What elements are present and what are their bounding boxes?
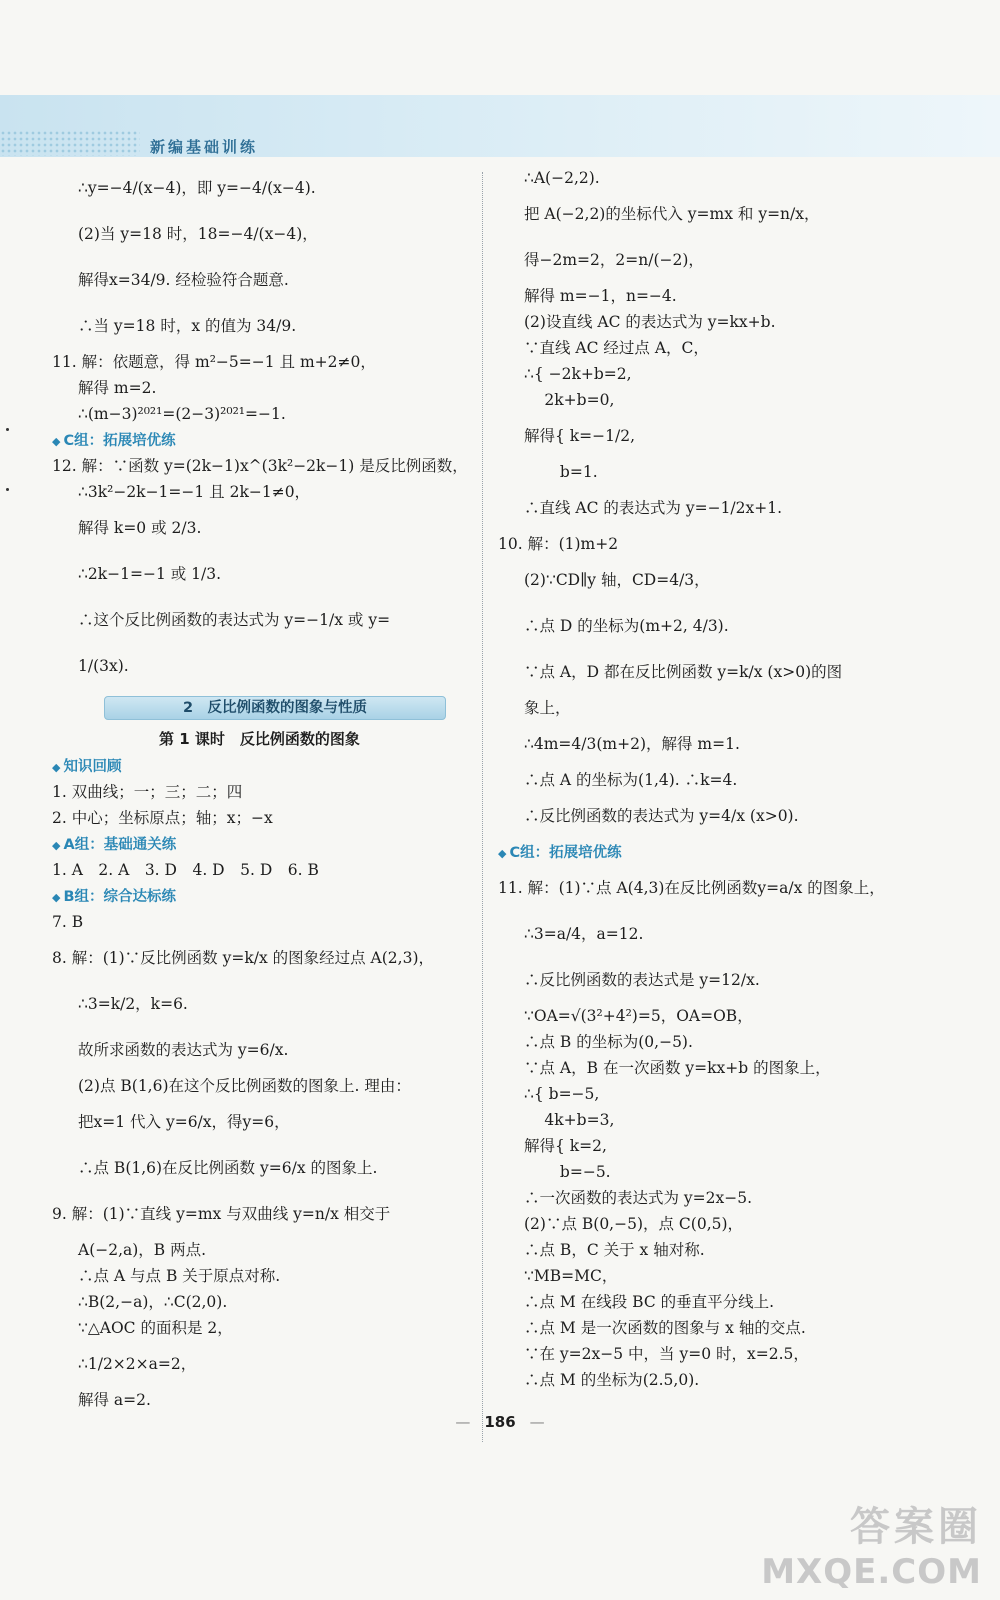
line-text: b=1. — [524, 463, 598, 482]
answer-line — [52, 376, 467, 402]
answer-line — [498, 1004, 928, 1030]
line-text: ∴(m−3)²⁰²¹=(2−3)²⁰²¹=−1. — [78, 405, 286, 424]
line-text: ∴点 B，C 关于 x 轴对称. — [524, 1241, 705, 1260]
answer-line — [52, 402, 467, 428]
line-text: 把x=1 代入 y=6/x，得y=6， — [78, 1113, 290, 1132]
answer-line — [498, 284, 928, 310]
answer-line — [52, 780, 467, 806]
answer-line — [52, 304, 467, 350]
answer-line — [498, 958, 928, 1004]
line-text: C组：拓展培优练 — [63, 432, 176, 449]
line-text: 把 A(−2,2)的坐标代入 y=mx 和 y=n/x， — [524, 205, 820, 224]
line-text: 4k+b=3, — [524, 1111, 615, 1130]
line-text: ∴1/2×2×a=2， — [78, 1355, 197, 1374]
left-lines-part1 — [52, 166, 467, 690]
answer-line — [498, 486, 928, 532]
line-text: 8. 解：(1)∵反比例函数 y=k/x 的图象经过点 A(2,3)， — [52, 949, 434, 968]
group-heading — [52, 884, 467, 910]
answer-line — [52, 644, 467, 690]
answer-line — [52, 1342, 467, 1388]
line-text: 11. 解：依题意，得 m²−5=−1 且 m+2≠0， — [52, 353, 376, 372]
answer-line — [498, 1082, 928, 1108]
diamond-icon: ◆ — [52, 434, 61, 448]
line-text: A组：基础通关练 — [63, 836, 177, 853]
answer-line — [498, 166, 928, 192]
answer-line — [52, 936, 467, 982]
answer-line — [498, 1030, 928, 1056]
line-text: ∵点 A，B 在一次函数 y=kx+b 的图象上， — [524, 1059, 831, 1078]
line-text: ∴点 B(1,6)在反比例函数 y=6/x 的图象上. — [78, 1159, 378, 1178]
answer-line — [52, 1146, 467, 1192]
answer-line — [498, 1238, 928, 1264]
answer-line — [52, 1290, 467, 1316]
answer-line — [52, 258, 467, 304]
line-text: 解得 m=2. — [78, 379, 157, 398]
answer-line — [52, 166, 467, 212]
answer-line — [498, 558, 928, 604]
answer-line — [52, 1316, 467, 1342]
line-text: ∵MB=MC， — [524, 1267, 618, 1286]
line-text: (2)点 B(1,6)在这个反比例函数的图象上. 理由： — [78, 1077, 411, 1096]
line-text: 12. 解：∵函数 y=(2k−1)x^(3k²−2k−1) 是反比例函数， — [52, 457, 468, 476]
line-text: 1. A 2. A 3. D 4. D 5. D 6. B — [52, 861, 319, 880]
line-text: ∴点 A 与点 B 关于原点对称. — [78, 1267, 281, 1286]
line-text: (2)∵点 B(0,−5)，点 C(0,5)， — [524, 1215, 744, 1234]
answer-line — [498, 310, 928, 336]
line-text: C组：拓展培优练 — [509, 844, 622, 861]
answer-line — [498, 238, 928, 284]
answer-line — [498, 460, 928, 486]
page-number-value: 186 — [484, 1413, 516, 1431]
answer-line — [52, 1028, 467, 1074]
line-text: 10. 解：(1)m+2 — [498, 535, 619, 554]
left-lines-part2 — [52, 754, 467, 1414]
answer-line — [498, 866, 928, 912]
answer-line — [498, 532, 928, 558]
answer-line — [52, 858, 467, 884]
line-text: ∴2k−1=−1 或 1/3. — [78, 565, 222, 584]
answer-line — [52, 350, 467, 376]
group-heading — [498, 840, 928, 866]
group-heading — [52, 832, 467, 858]
line-text: 2k+b=0, — [524, 391, 615, 410]
line-text: 解得 m=−1，n=−4. — [524, 287, 677, 306]
answer-line — [52, 1264, 467, 1290]
answer-line — [498, 604, 928, 650]
line-text: ∴点 M 的坐标为(2.5,0). — [524, 1371, 700, 1390]
line-text: ∴这个反比例函数的表达式为 y=−1/x 或 y= — [78, 611, 391, 630]
line-text: ∴B(2,−a)，∴C(2,0). — [78, 1293, 228, 1312]
answer-line — [498, 768, 928, 794]
line-text: ∴3=k/2，k=6. — [78, 995, 188, 1014]
line-text: ∵点 A，D 都在反比例函数 y=k/x (x>0)的图 — [524, 663, 843, 682]
answer-line — [52, 806, 467, 832]
line-text: ∴点 D 的坐标为(m+2, 4/3). — [524, 617, 729, 636]
group-heading — [52, 428, 467, 454]
answer-line — [498, 362, 928, 388]
line-text: ∵△AOC 的面积是 2， — [78, 1319, 233, 1338]
diamond-icon: ◆ — [52, 890, 61, 904]
line-text: ∴4m=4/3(m+2)，解得 m=1. — [524, 735, 740, 754]
line-text: 解得 a=2. — [78, 1391, 151, 1410]
line-text: (2)当 y=18 时，18=−4/(x−4)， — [78, 225, 318, 244]
answer-line — [52, 480, 467, 506]
answer-line — [498, 696, 928, 722]
line-text: 9. 解：(1)∵直线 y=mx 与双曲线 y=n/x 相交于 — [52, 1205, 391, 1224]
line-text: (2)∵CD∥y 轴，CD=4/3， — [524, 571, 710, 590]
line-text: 1/(3x). — [78, 657, 129, 676]
line-text: ∵直线 AC 经过点 A，C， — [524, 339, 709, 358]
line-text: ∴3k²−2k−1=−1 且 2k−1≠0， — [78, 483, 311, 502]
line-text: 象上， — [524, 699, 571, 718]
header-dot-pattern — [0, 130, 140, 156]
answer-line — [52, 982, 467, 1028]
line-text: ∴一次函数的表达式为 y=2x−5. — [524, 1189, 753, 1208]
answer-line — [498, 1160, 928, 1186]
answer-line — [498, 1290, 928, 1316]
right-lines — [498, 166, 928, 1394]
answer-line — [52, 552, 467, 598]
watermark-url: MXQE.COM — [761, 1552, 982, 1592]
answer-line — [52, 1192, 467, 1238]
answer-line — [52, 1100, 467, 1146]
line-text: A(−2,a)，B 两点. — [78, 1241, 207, 1260]
answer-line — [52, 212, 467, 258]
lesson-title: 第 1 课时 反比例函数的图象 — [159, 730, 360, 748]
answer-line — [498, 336, 928, 362]
line-text: ∴反比例函数的表达式是 y=12/x. — [524, 971, 760, 990]
running-header-title: 新编基础训练 — [150, 138, 259, 156]
line-text: ∴点 M 是一次函数的图象与 x 轴的交点. — [524, 1319, 806, 1338]
answer-line — [52, 910, 467, 936]
answer-line — [498, 414, 928, 460]
line-text: 解得{ k=2, — [524, 1137, 607, 1156]
answer-line — [498, 1186, 928, 1212]
section-title-box: 2 反比例函数的图象与性质 — [104, 696, 446, 720]
line-text: 解得 k=0 或 2/3. — [78, 519, 202, 538]
answer-line — [498, 192, 928, 238]
group-heading — [52, 754, 467, 780]
line-text: ∴反比例函数的表达式为 y=4/x (x>0). — [524, 807, 799, 826]
line-text: 11. 解：(1)∵点 A(4,3)在反比例函数y=a/x 的图象上， — [498, 879, 885, 898]
line-text: ∴A(−2,2). — [524, 169, 600, 188]
line-text: ∴{ −2k+b=2, — [524, 365, 632, 384]
answer-line — [498, 388, 928, 414]
answer-line — [498, 912, 928, 958]
line-text: ∴{ b=−5, — [524, 1085, 600, 1104]
line-text: 故所求函数的表达式为 y=6/x. — [78, 1041, 289, 1060]
answer-line — [52, 506, 467, 552]
line-text: (2)设直线 AC 的表达式为 y=kx+b. — [524, 313, 776, 332]
answer-line — [52, 1238, 467, 1264]
answer-line — [498, 1108, 928, 1134]
line-text: ∵OA=√(3²+4²)=5，OA=OB， — [524, 1007, 753, 1026]
line-text: 2. 中心；坐标原点；轴；x；−x — [52, 809, 273, 828]
line-text: b=−5. — [524, 1163, 611, 1182]
answer-line — [52, 1388, 467, 1414]
answer-line — [498, 650, 928, 696]
answer-line — [498, 722, 928, 768]
left-column — [52, 166, 467, 1414]
line-text: ∴当 y=18 时，x 的值为 34/9. — [78, 317, 297, 336]
answer-line — [52, 454, 467, 480]
margin-dot — [6, 428, 9, 431]
line-text: 解得x=34/9. 经检验符合题意. — [78, 271, 289, 290]
answer-line — [498, 1316, 928, 1342]
diamond-icon: ◆ — [498, 846, 507, 860]
line-text: 解得{ k=−1/2, — [524, 427, 636, 446]
answer-line — [498, 1342, 928, 1368]
margin-dot — [6, 488, 9, 491]
line-text: 得−2m=2，2=n/(−2)， — [524, 251, 704, 270]
diamond-icon: ◆ — [52, 760, 61, 774]
line-text: B组：综合达标练 — [63, 888, 177, 905]
page-number: — 186 — — [455, 1413, 545, 1431]
line-text: 1. 双曲线；一；三；二；四 — [52, 783, 243, 802]
line-text: ∴直线 AC 的表达式为 y=−1/2x+1. — [524, 499, 783, 518]
line-text: ∴点 A 的坐标为(1,4). ∴k=4. — [524, 771, 738, 790]
answer-line — [498, 1264, 928, 1290]
watermark — [761, 1495, 982, 1592]
line-text: ∴y=−4/(x−4)，即 y=−4/(x−4). — [78, 179, 316, 198]
answer-line — [498, 1212, 928, 1238]
line-text: 7. B — [52, 913, 84, 932]
line-text: ∵在 y=2x−5 中，当 y=0 时，x=2.5， — [524, 1345, 809, 1364]
right-column — [498, 166, 928, 1394]
line-text: ∴3=a/4，a=12. — [524, 925, 644, 944]
line-text: ∴点 B 的坐标为(0,−5). — [524, 1033, 693, 1052]
answer-line — [498, 1368, 928, 1394]
answer-line — [52, 1074, 467, 1100]
column-divider — [482, 172, 483, 1442]
answer-line — [52, 598, 467, 644]
line-text: ∴点 M 在线段 BC 的垂直平分线上. — [524, 1293, 775, 1312]
watermark-brand: 答案圈 — [850, 1504, 982, 1550]
line-text: 知识回顾 — [63, 758, 122, 775]
diamond-icon: ◆ — [52, 838, 61, 852]
answer-line — [498, 1134, 928, 1160]
answer-line — [498, 1056, 928, 1082]
answer-line — [498, 794, 928, 840]
